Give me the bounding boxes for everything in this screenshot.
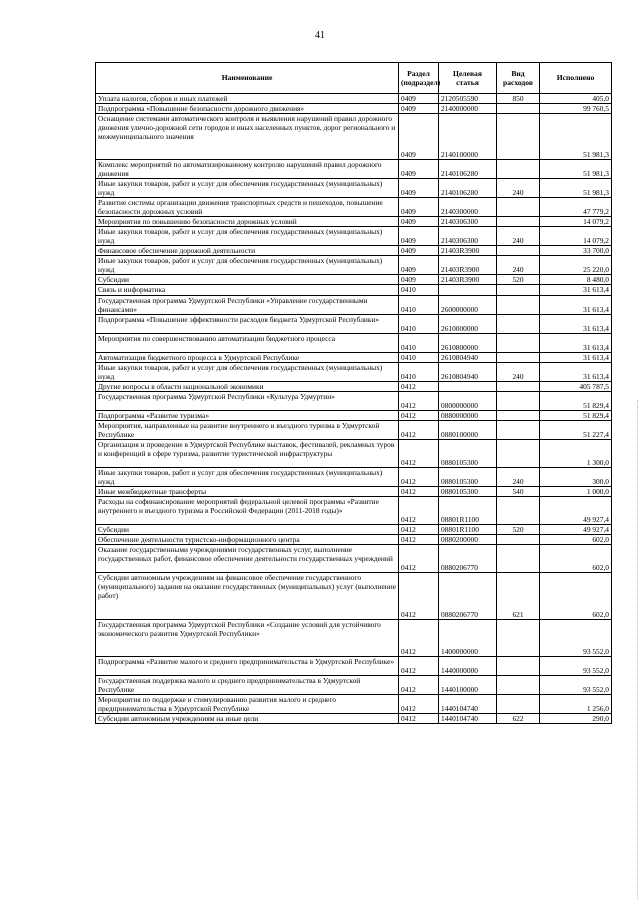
row-article: 2610800000 [439, 333, 497, 352]
row-name: Уплата налогов, сборов и иных платежей [96, 94, 399, 104]
row-amount: 290,0 [540, 714, 612, 724]
row-kind: 540 [497, 486, 540, 496]
row-kind: 621 [497, 572, 540, 619]
table-row [96, 295, 612, 314]
row-amount: 14 079,2 [540, 227, 612, 246]
row-article: 21403R3900 [439, 246, 497, 256]
row-amount: 1 256,0 [540, 695, 612, 714]
row-kind [497, 160, 540, 179]
row-section: 0412 [399, 467, 439, 486]
row-name: Мероприятия по повышению безопасности дорожных условий [96, 217, 399, 227]
row-amount: 602,0 [540, 572, 612, 619]
row-amount: 49 927,4 [540, 524, 612, 534]
row-section: 0409 [399, 246, 439, 256]
row-amount: 51 829,4 [540, 410, 612, 420]
row-amount: 47 779,2 [540, 198, 612, 217]
row-amount: 405 787,5 [540, 381, 612, 391]
row-article: 2140306300 [439, 227, 497, 246]
table-row [96, 285, 612, 295]
row-amount: 51 829,4 [540, 391, 612, 410]
table-row [96, 217, 612, 227]
row-section: 0412 [399, 572, 439, 619]
row-section: 0412 [399, 695, 439, 714]
row-amount: 25 220,0 [540, 256, 612, 275]
row-name: Государственная программа Удмуртской Республики «Создание условий для устойчивого экономического развития Удмуртской Республики» [96, 619, 399, 656]
row-amount: 51 981,3 [540, 160, 612, 179]
row-name: Иные закупки товаров, работ и услуг для обеспечения государственных (муниципальных) нужд [96, 362, 399, 381]
row-kind: 240 [497, 467, 540, 486]
row-section: 0410 [399, 314, 439, 333]
row-section: 0412 [399, 486, 439, 496]
row-amount: 33 700,0 [540, 246, 612, 256]
row-amount: 31 613,4 [540, 314, 612, 333]
row-section: 0409 [399, 275, 439, 285]
row-name: Обеспечение деятельности туристско-информационного центра [96, 534, 399, 544]
table-row [96, 160, 612, 179]
row-kind [497, 198, 540, 217]
row-amount: 602,0 [540, 544, 612, 572]
row-name: Комплекс мероприятий по автоматизированному контролю нарушений правил дорожного движения [96, 160, 399, 179]
row-article: 2610000000 [439, 314, 497, 333]
row-amount: 8 480,0 [540, 275, 612, 285]
header-article: Целевая статья [439, 63, 497, 94]
row-article: 2600000000 [439, 295, 497, 314]
row-kind: 240 [497, 227, 540, 246]
page-number: 41 [315, 30, 325, 41]
row-article: 2610804940 [439, 362, 497, 381]
row-kind [497, 295, 540, 314]
row-amount: 300,0 [540, 467, 612, 486]
budget-execution-table [95, 62, 612, 724]
table-row [96, 675, 612, 694]
row-section: 0412 [399, 381, 439, 391]
row-name: Иные закупки товаров, работ и услуг для обеспечения государственных (муниципальных) нужд [96, 467, 399, 486]
row-kind: 520 [497, 275, 540, 285]
row-article [439, 285, 497, 295]
row-section: 0409 [399, 179, 439, 198]
row-kind [497, 619, 540, 656]
header-kind: Вид расходов [497, 63, 540, 94]
row-amount: 93 552,0 [540, 656, 612, 675]
row-amount: 14 079,2 [540, 217, 612, 227]
row-article: 0880206770 [439, 544, 497, 572]
table-row [96, 467, 612, 486]
row-article: 0880100000 [439, 420, 497, 439]
row-amount: 31 613,4 [540, 362, 612, 381]
row-name: Оказание государственными учреждениями государственных услуг, выполнение государственных работ, финансовое обеспечение деятельности государственных учреждений [96, 544, 399, 572]
row-article: 21403R3900 [439, 275, 497, 285]
row-name: Связь и информатика [96, 285, 399, 295]
row-article: 08801R1100 [439, 524, 497, 534]
row-section: 0409 [399, 104, 439, 114]
row-name: Мероприятия по поддержке и стимулированию развития малого и среднего предпринимательства в Удмуртской Республике [96, 695, 399, 714]
table-row [96, 314, 612, 333]
row-article: 2140106280 [439, 179, 497, 198]
row-kind: 850 [497, 94, 540, 104]
table-row [96, 104, 612, 114]
row-article: 1400000000 [439, 619, 497, 656]
row-article: 08801R1100 [439, 496, 497, 524]
row-kind [497, 352, 540, 362]
table-row [96, 391, 612, 410]
table-row [96, 246, 612, 256]
table-row [96, 695, 612, 714]
row-section: 0412 [399, 410, 439, 420]
row-amount: 31 613,4 [540, 285, 612, 295]
row-name: Субсидии автономным учреждениям на иные цели [96, 714, 399, 724]
row-article: 1440104740 [439, 695, 497, 714]
table-row [96, 381, 612, 391]
row-article: 2140106280 [439, 160, 497, 179]
header-amount: Исполнено [540, 63, 612, 94]
row-name: Финансовое обеспечение дорожной деятельности [96, 246, 399, 256]
row-amount: 1 000,0 [540, 486, 612, 496]
table-row [96, 572, 612, 619]
table-header-row [96, 63, 612, 94]
scan-edge-mark [636, 400, 638, 900]
table-row [96, 352, 612, 362]
table-row [96, 114, 612, 160]
row-name: Мероприятия по совершенствованию автоматизации бюджетного процесса [96, 333, 399, 352]
row-amount: 99 760,5 [540, 104, 612, 114]
row-article: 0880105300 [439, 439, 497, 467]
header-name: Наименование [96, 63, 399, 94]
row-name: Государственная программа Удмуртской Республики «Управление государственными финансами» [96, 295, 399, 314]
row-kind: 240 [497, 179, 540, 198]
row-kind: 240 [497, 256, 540, 275]
row-name: Субсидии [96, 275, 399, 285]
row-name: Подпрограмма «Повышение безопасности дорожного движения» [96, 104, 399, 114]
row-article: 21403R3900 [439, 256, 497, 275]
row-amount: 1 300,0 [540, 439, 612, 467]
row-section: 0409 [399, 256, 439, 275]
row-name: Субсидии [96, 524, 399, 534]
row-section: 0412 [399, 439, 439, 467]
row-section: 0412 [399, 391, 439, 410]
row-section: 0412 [399, 714, 439, 724]
row-kind [497, 314, 540, 333]
row-section: 0410 [399, 285, 439, 295]
row-kind [497, 217, 540, 227]
table-row [96, 179, 612, 198]
row-name: Расходы на софинансирование мероприятий федеральной целевой программы «Развитие внутреннего и въездного туризма в Российской Федерации (2011-2018 годы)» [96, 496, 399, 524]
row-kind [497, 410, 540, 420]
row-section: 0409 [399, 227, 439, 246]
row-name: Другие вопросы в области национальной экономики [96, 381, 399, 391]
row-section: 0410 [399, 333, 439, 352]
row-name: Субсидии автономным учреждениям на финансовое обеспечение государственного (муниципального) задания на оказание государственных (муниципальных) услуг (выполнение работ) [96, 572, 399, 619]
row-kind [497, 656, 540, 675]
row-section: 0412 [399, 656, 439, 675]
row-section: 0409 [399, 198, 439, 217]
row-article: 2140306300 [439, 217, 497, 227]
table-row [96, 524, 612, 534]
table-row [96, 227, 612, 246]
table-row [96, 439, 612, 467]
row-kind [497, 534, 540, 544]
table-row [96, 94, 612, 104]
row-section: 0409 [399, 160, 439, 179]
row-article: 1440104740 [439, 714, 497, 724]
row-section: 0410 [399, 352, 439, 362]
row-amount: 31 613,4 [540, 333, 612, 352]
row-amount: 93 552,0 [540, 619, 612, 656]
row-article: 2140100000 [439, 114, 497, 160]
table-body [96, 94, 612, 724]
row-name: Автоматизация бюджетного процесса в Удмуртской Республике [96, 352, 399, 362]
table-row [96, 544, 612, 572]
row-section: 0412 [399, 675, 439, 694]
row-kind [497, 675, 540, 694]
row-article: 2140000000 [439, 104, 497, 114]
row-article: 1440000000 [439, 656, 497, 675]
row-kind [497, 285, 540, 295]
row-section: 0410 [399, 362, 439, 381]
row-name: Подпрограмма «Развитие малого и среднего предпринимательства в Удмуртской Республике» [96, 656, 399, 675]
row-kind [497, 391, 540, 410]
row-kind [497, 114, 540, 160]
row-article: 0880200000 [439, 534, 497, 544]
row-section: 0412 [399, 524, 439, 534]
row-kind [497, 246, 540, 256]
row-kind [497, 333, 540, 352]
table-row [96, 275, 612, 285]
row-article: 1440100000 [439, 675, 497, 694]
row-kind [497, 420, 540, 439]
row-amount: 49 927,4 [540, 496, 612, 524]
row-amount: 93 552,0 [540, 675, 612, 694]
table-row [96, 410, 612, 420]
table-row [96, 362, 612, 381]
row-section: 0412 [399, 420, 439, 439]
table-row [96, 656, 612, 675]
table-row [96, 619, 612, 656]
table-row [96, 714, 612, 724]
row-section: 0410 [399, 295, 439, 314]
row-kind [497, 695, 540, 714]
row-article [439, 381, 497, 391]
row-name: Государственная программа Удмуртской Республики «Культура Удмуртии» [96, 391, 399, 410]
row-article: 0880206770 [439, 572, 497, 619]
row-amount: 51 227,4 [540, 420, 612, 439]
row-name: Государственная поддержка малого и среднего предпринимательства в Удмуртской Республике [96, 675, 399, 694]
row-amount: 51 981,3 [540, 179, 612, 198]
row-amount: 602,0 [540, 534, 612, 544]
row-kind: 622 [497, 714, 540, 724]
row-kind [497, 381, 540, 391]
table-row [96, 496, 612, 524]
row-article: 2610804940 [439, 352, 497, 362]
table-row [96, 420, 612, 439]
row-section: 0409 [399, 114, 439, 160]
row-amount: 51 981,3 [540, 114, 612, 160]
row-amount: 31 613,4 [540, 352, 612, 362]
row-article: 0800000000 [439, 391, 497, 410]
row-name: Иные закупки товаров, работ и услуг для обеспечения государственных (муниципальных) нужд [96, 256, 399, 275]
row-name: Организация и проведение в Удмуртской Республике выставок, фестивалей, рекламных туров и конференций в сфере туризма, развитие туристической инфраструктуры [96, 439, 399, 467]
row-section: 0412 [399, 544, 439, 572]
row-kind [497, 104, 540, 114]
row-name: Мероприятия, направленные на развитие внутреннего и въездного туризма в Удмуртской Республике [96, 420, 399, 439]
row-article: 2120505590 [439, 94, 497, 104]
row-article: 0880105300 [439, 467, 497, 486]
row-section: 0409 [399, 94, 439, 104]
row-section: 0409 [399, 217, 439, 227]
row-name: Подпрограмма «Развитие туризма» [96, 410, 399, 420]
row-kind [497, 544, 540, 572]
row-name: Оснащение системами автоматического контроля и выявления нарушений правил дорожного движения улично-дорожной сети городов и иных населенных пунктов, дорог регионального и межмуниципального значения [96, 114, 399, 160]
row-name: Иные закупки товаров, работ и услуг для обеспечения государственных (муниципальных) нужд [96, 227, 399, 246]
table-row [96, 534, 612, 544]
row-name: Подпрограмма «Повышение эффективности расходов бюджета Удмуртской Республики» [96, 314, 399, 333]
table-row [96, 333, 612, 352]
row-article: 0880105300 [439, 486, 497, 496]
row-name: Иные межбюджетные трансферты [96, 486, 399, 496]
row-kind [497, 496, 540, 524]
table-row [96, 486, 612, 496]
table-row [96, 256, 612, 275]
row-section: 0412 [399, 534, 439, 544]
header-section: Раздел (подраздел) [399, 63, 439, 94]
row-amount: 405,0 [540, 94, 612, 104]
row-kind: 520 [497, 524, 540, 534]
row-article: 0880000000 [439, 410, 497, 420]
row-kind: 240 [497, 362, 540, 381]
row-name: Иные закупки товаров, работ и услуг для обеспечения государственных (муниципальных) нужд [96, 179, 399, 198]
row-article: 2140300000 [439, 198, 497, 217]
table-row [96, 198, 612, 217]
row-amount: 31 613,4 [540, 295, 612, 314]
row-kind [497, 439, 540, 467]
row-section: 0412 [399, 619, 439, 656]
row-name: Развитие системы организации движения транспортных средств и пешеходов, повышение безопасности дорожных условий [96, 198, 399, 217]
row-section: 0412 [399, 496, 439, 524]
